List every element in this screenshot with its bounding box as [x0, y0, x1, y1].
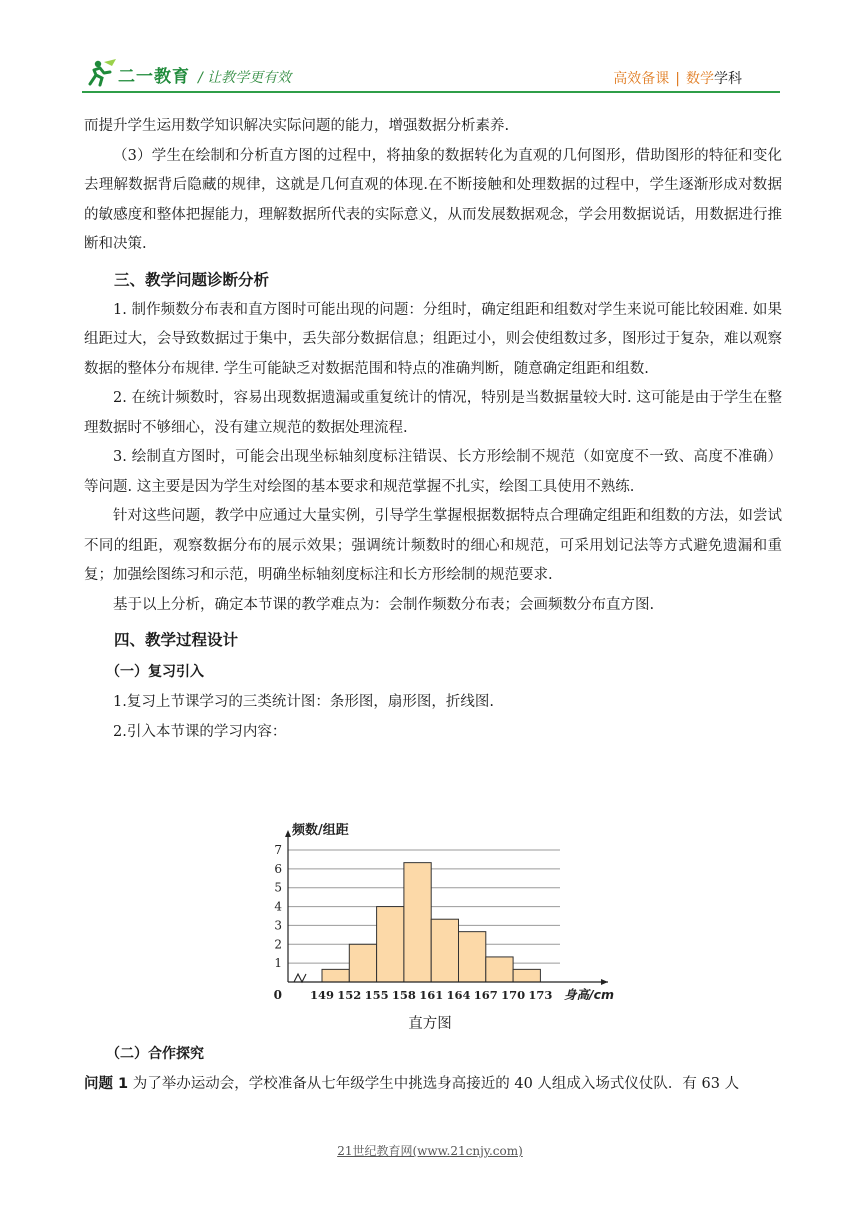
header-subject: [613, 68, 742, 88]
subsection-heading-2: （二）合作探究: [106, 1046, 204, 1062]
x-tick-label: 155: [364, 988, 389, 1000]
header-right-b: 学科: [714, 71, 742, 87]
x-axis-label: 身高/cm: [564, 987, 615, 1000]
histogram-bar: [513, 969, 540, 982]
histogram-bar: [322, 969, 349, 982]
question-1-text: 为了举办运动会，学校准备从七年级学生中挑选身高接近的 40 人组成入场式仪仗队．有 63 人: [128, 1076, 740, 1092]
paragraph-8: 1.复习上节课学习的三类统计图：条形图，扇形图，折线图.: [113, 694, 494, 710]
section-heading-4: 四、教学过程设计: [114, 631, 239, 649]
histogram-bar: [431, 919, 458, 982]
page-header: [0, 0, 860, 100]
y-tick-label: 7: [274, 843, 282, 858]
header-right-accent: 数学: [686, 71, 714, 87]
paragraph-7: 基于以上分析，确定本节课的教学难点为：会制作频数分布表；会画频数分布直方图.: [113, 596, 655, 613]
question-1-label: 问题 1: [84, 1076, 129, 1092]
header-divider: [82, 91, 780, 93]
x-tick-label: 161: [419, 988, 444, 1000]
paragraph-2: （3）学生在绘制和分析直方图的过程中，将抽象的数据转化为直观的几何图形，借助图形的特征和变化去理解数据背后隐藏的规律，这就是几何直观的体现.在不断接触和处理数据的过程中，学生逐渐形成对数据的敏感度和整体把握能力，理解数据所代表的实际意义，从而发展数据观念，学会用数据说话，用数据进行推断和决策.: [84, 147, 782, 252]
header-right-a: 高效备课: [613, 71, 670, 87]
paragraph-6: 针对这些问题，教学中应通过大量实例，引导学生掌握根据数据特点合理确定组距和组数的方法，如尝试不同的组距，观察数据分布的展示效果；强调统计频数时的细心和规范，可采用划记法等方式避免遗漏和重复；加强绘图练习和示范，明确坐标轴刻度标注和长方形绘制的规范要求.: [84, 508, 782, 583]
paragraph-9: 2.引入本节课的学习内容：: [113, 723, 287, 740]
x-axis-arrow: [601, 979, 608, 985]
footer-link[interactable]: 21世纪教育网(www.21cnjy.com): [337, 1144, 523, 1158]
histogram-svg: [268, 820, 628, 1000]
header-separator: |: [675, 71, 680, 87]
question-1: [84, 1070, 782, 1100]
subsection-heading-1: （一）复习引入: [106, 664, 204, 680]
x-tick-label: 149: [309, 988, 335, 1000]
y-axis-arrow: [285, 830, 291, 837]
origin-label: 0: [273, 988, 282, 1000]
histogram: [268, 820, 628, 1000]
histogram-bar: [377, 907, 404, 982]
x-tick-label: 152: [337, 988, 362, 1000]
y-tick-label: 1: [274, 956, 282, 971]
x-tick-label: 164: [446, 988, 471, 1000]
paragraph-3: 1. 制作频数分布表和直方图时可能出现的问题：分组时，确定组距和组数对学生来说可能比较困难. 如果组距过大，会导致数据过于集中，丢失部分数据信息；组距过小，则会使组数过多，图形过于复杂，难以观察数据的整体分布规律. 学生可能缺乏对数据范围和特点的准确判断，随意确定组距和组数.: [84, 301, 782, 377]
x-tick-label: 173: [528, 988, 553, 1000]
lower-body: [84, 1038, 782, 1100]
paragraph-4: 2. 在统计频数时，容易出现数据遗漏或重复统计的情况，特别是当数据量较大时. 这可能是由于学生在整理数据时不够细心，没有建立规范的数据处理流程.: [84, 390, 782, 436]
histogram-bar: [486, 957, 513, 982]
y-tick-label: 3: [274, 918, 282, 933]
x-tick-label: 167: [473, 988, 498, 1000]
document-body: [84, 112, 782, 747]
x-tick-label: 170: [501, 988, 526, 1000]
x-tick-label: 158: [391, 988, 416, 1000]
section-heading-3: 三、教学问题诊断分析: [114, 270, 270, 289]
header-slogan: / 让教学更有效: [198, 70, 292, 86]
histogram-bar: [404, 863, 431, 982]
histogram-bar: [459, 932, 486, 982]
logo-text: 二一教育: [118, 67, 190, 87]
histogram-bar: [349, 944, 376, 982]
y-axis-label: 频数/组距: [292, 823, 349, 838]
paragraph-1: 而提升学生运用数学知识解决实际问题的能力，增强数据分析素养.: [84, 118, 510, 134]
paragraph-5: 3. 绘制直方图时，可能会出现坐标轴刻度标注错误、长方形绘制不规范（如宽度不一致、高度不准确）等问题. 这主要是因为学生对绘图的基本要求和规范掌握不扎实，绘图工具使用不熟练.: [84, 449, 782, 495]
y-tick-label: 5: [274, 880, 282, 895]
y-tick-label: 2: [274, 937, 282, 952]
y-tick-label: 4: [274, 899, 282, 914]
chart-caption: 直方图: [408, 1016, 452, 1032]
y-tick-label: 6: [274, 861, 282, 876]
axis-break-mark: [294, 974, 306, 982]
